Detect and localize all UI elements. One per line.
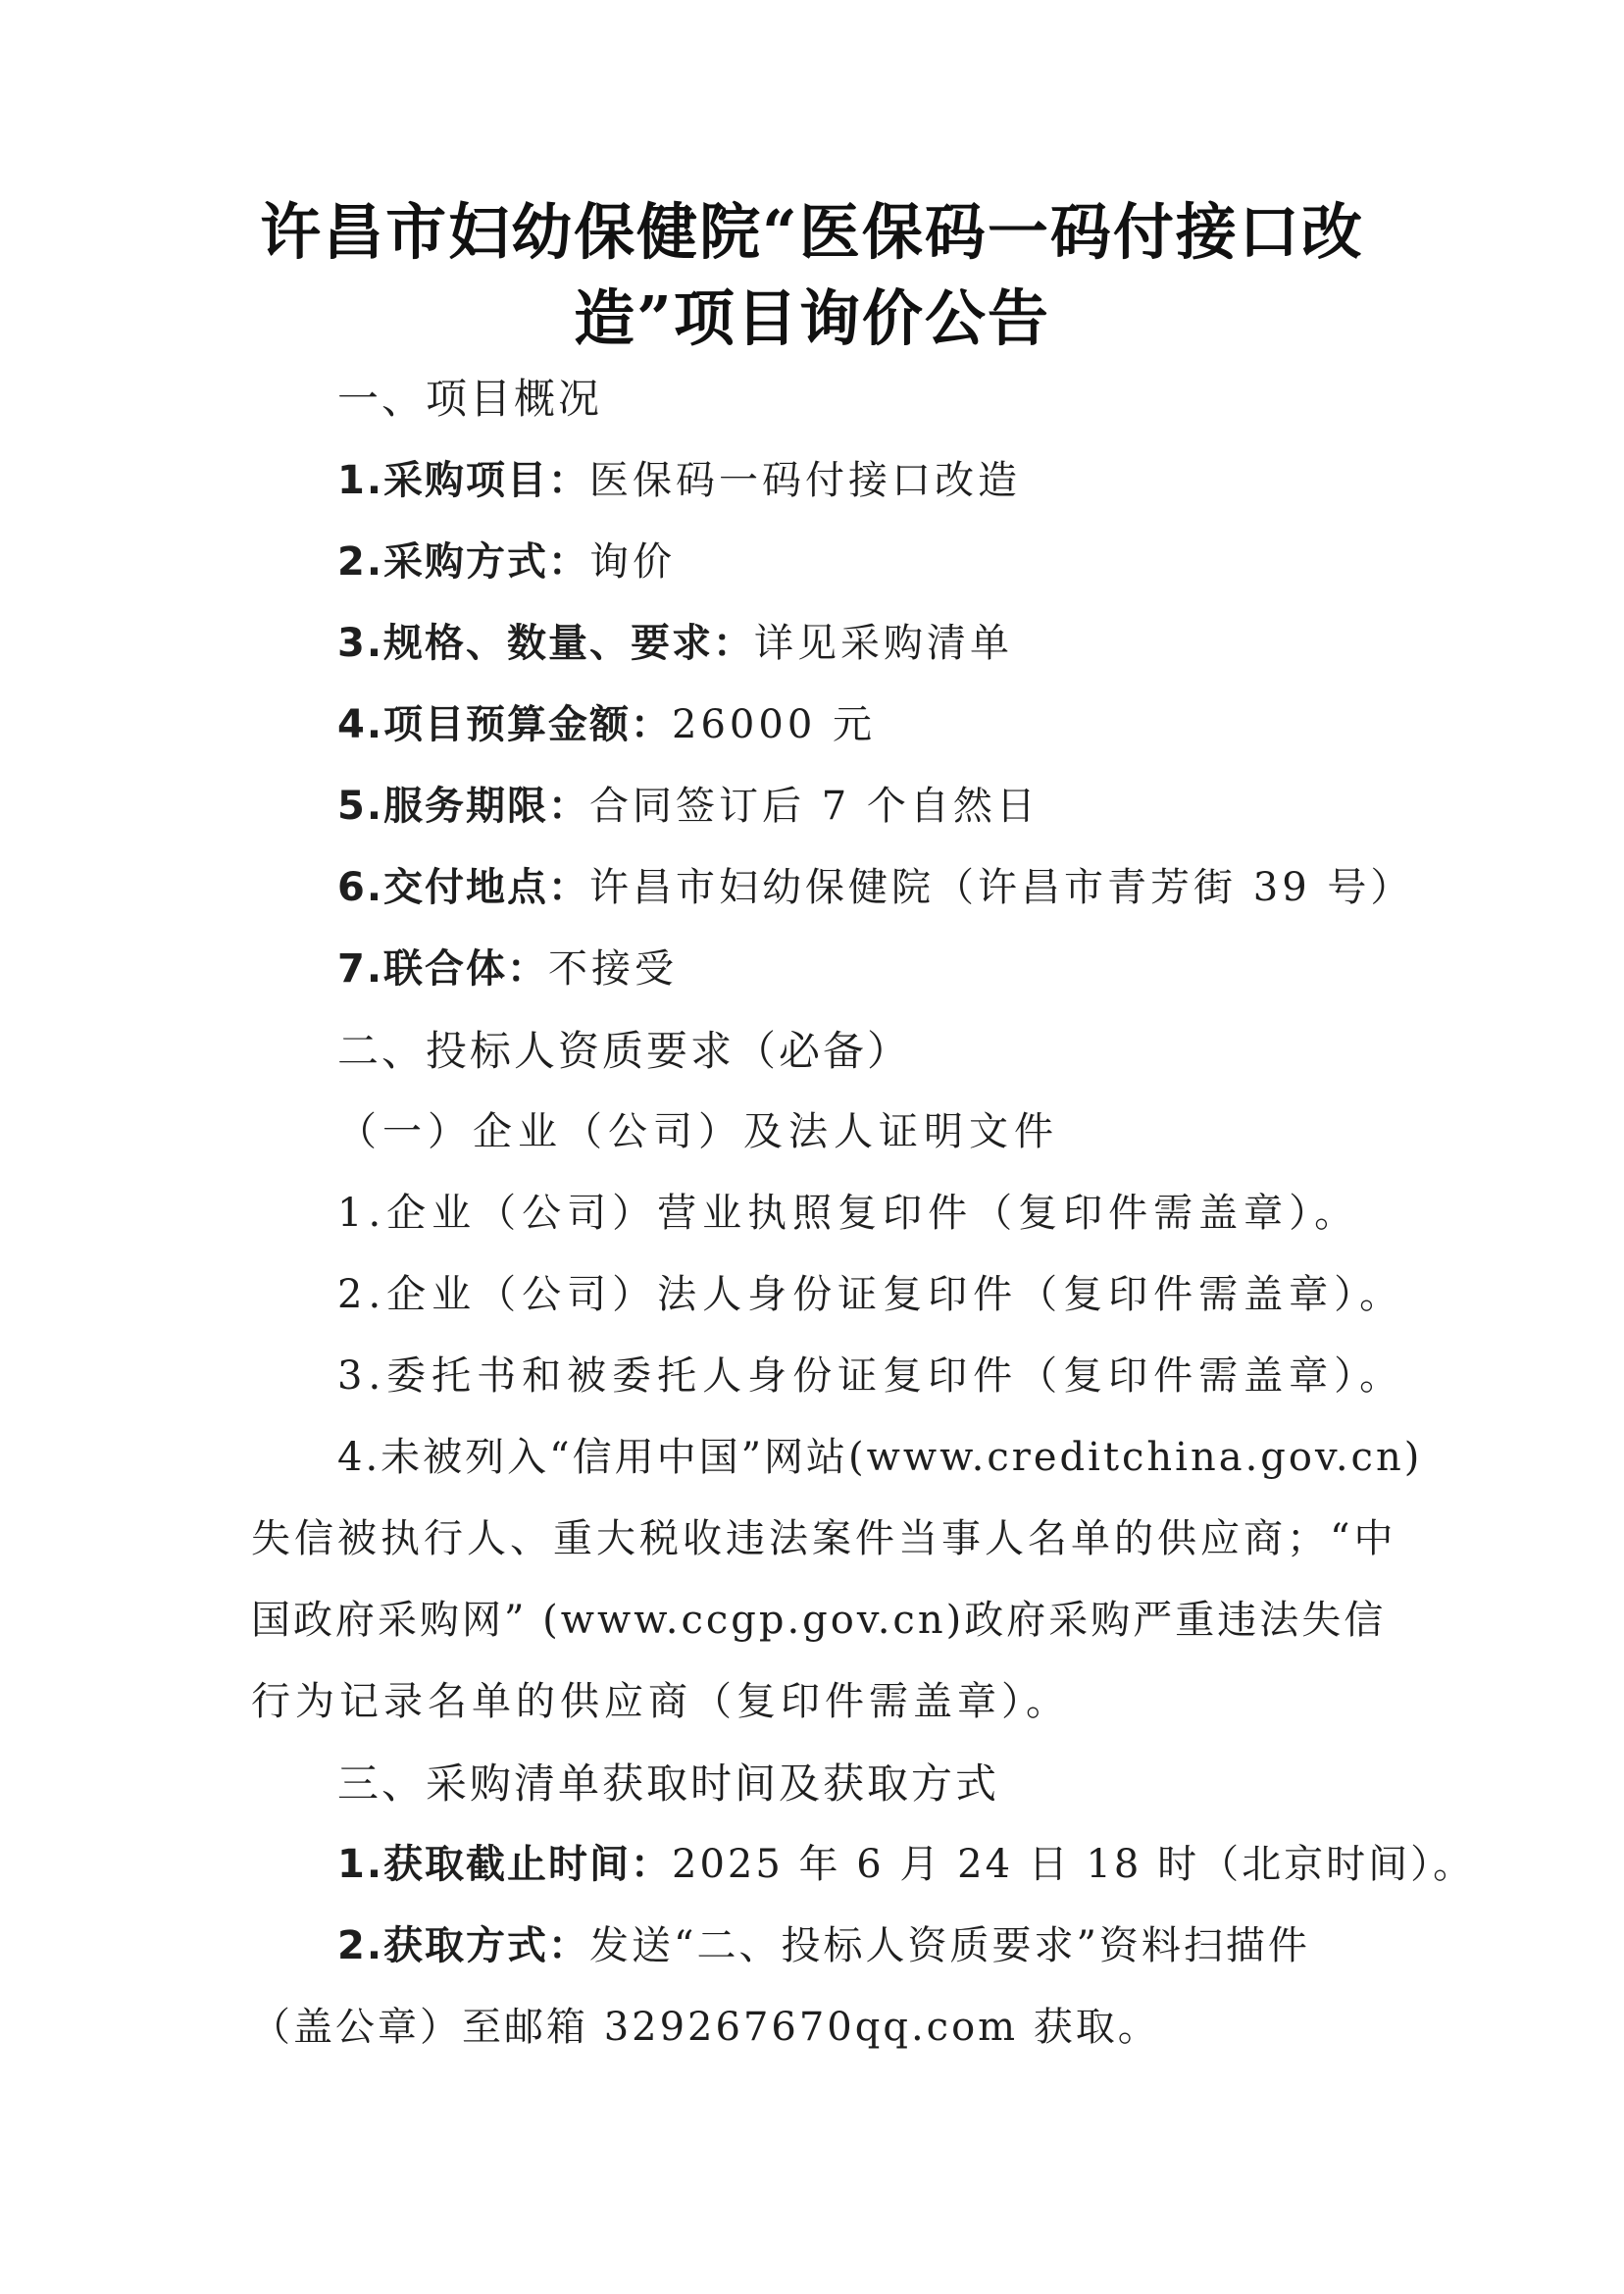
item-label: 5.服务期限：: [337, 784, 590, 829]
item-value: 医保码一码付接口改造: [589, 458, 1022, 503]
item-value: 许昌市妇幼保健院（许昌市青芳街 39 号）: [589, 865, 1414, 910]
item-purchase-project: [337, 458, 1022, 503]
item-label: 3.规格、数量、要求：: [337, 621, 755, 666]
section-2-heading: 二、投标人资质要求（必备）: [337, 1027, 912, 1075]
item-label: 1.采购项目：: [337, 458, 590, 503]
acquisition-method: [337, 1923, 1310, 1968]
item-value: 详见采购清单: [754, 621, 1014, 666]
acquisition-method-continued: （盖公章）至邮箱 329267670qq.com 获取。: [251, 2005, 1160, 2050]
qualification-item-1: 1.企业（公司）营业执照复印件（复印件需盖章）。: [337, 1191, 1360, 1236]
section-2-subheading: （一）企业（公司）及法人证明文件: [337, 1109, 1059, 1154]
item-value: 不接受: [548, 946, 679, 992]
item-consortium: [337, 946, 679, 992]
item-service-period: [337, 784, 1040, 829]
item-specifications: [337, 621, 1014, 666]
qualification-item-4-line-3: 国政府采购网” (www.ccgp.gov.cn)政府采购严重违法失信: [251, 1598, 1387, 1643]
item-delivery-location: [337, 865, 1414, 910]
acquisition-deadline: [337, 1842, 1476, 1887]
qualification-item-4-line-4: 行为记录名单的供应商（复印件需盖章）。: [251, 1679, 1070, 1724]
item-label: 2.采购方式：: [337, 539, 590, 585]
item-label: 4.项目预算金额：: [337, 702, 673, 747]
qualification-item-4-line-1: 4.未被列入“信用中国”网站(www.creditchina.gov.cn): [337, 1435, 1423, 1480]
qualification-item-2: 2.企业（公司）法人身份证复印件（复印件需盖章）。: [337, 1272, 1405, 1317]
item-value: 2025 年 6 月 24 日 18 时（北京时间）。: [672, 1842, 1476, 1887]
document-title-line-2: 造”项目询价公告: [574, 282, 1050, 354]
item-value: 发送“二、投标人资质要求”资料扫描件: [589, 1923, 1310, 1968]
item-purchase-method: [337, 539, 677, 585]
document-title-line-1: 许昌市妇幼保健院“医保码一码付接口改: [260, 196, 1364, 268]
item-value: 26000 元: [672, 702, 876, 747]
item-label: 2.获取方式：: [337, 1923, 590, 1968]
item-value: 合同签订后 7 个自然日: [589, 784, 1040, 829]
item-budget: [337, 702, 876, 747]
item-label: 1.获取截止时间：: [337, 1842, 673, 1887]
item-value: 询价: [589, 539, 677, 585]
item-label: 6.交付地点：: [337, 865, 590, 910]
qualification-item-4-line-2: 失信被执行人、重大税收违法案件当事人名单的供应商；“中: [251, 1516, 1397, 1561]
item-label: 7.联合体：: [337, 946, 549, 992]
section-1-heading: 一、项目概况: [337, 375, 603, 423]
section-3-heading: 三、采购清单获取时间及获取方式: [337, 1759, 1000, 1808]
qualification-item-3: 3.委托书和被委托人身份证复印件（复印件需盖章）。: [337, 1353, 1405, 1399]
